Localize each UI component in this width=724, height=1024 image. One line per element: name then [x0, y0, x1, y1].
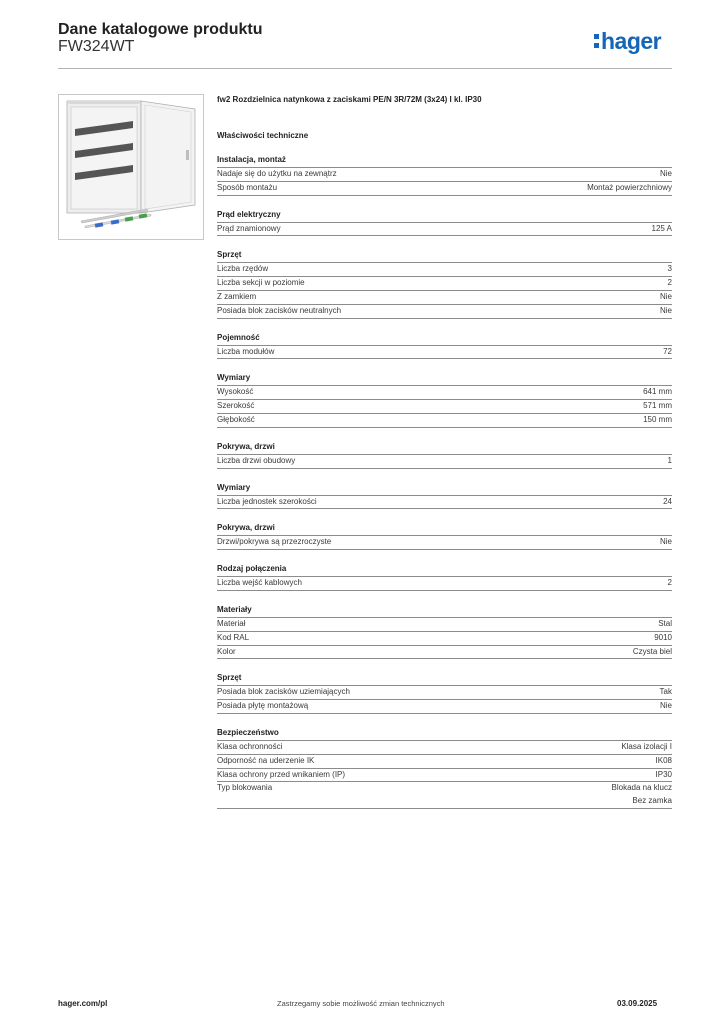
spec-value — [660, 700, 672, 713]
spec-row — [217, 346, 672, 360]
spec-value-line: Montaż powierzchniowy — [587, 182, 672, 192]
spec-row — [217, 686, 672, 700]
logo-colon-icon — [594, 34, 599, 48]
spec-value-line: 150 mm — [643, 414, 672, 424]
section-gap — [217, 509, 672, 523]
section-gap — [217, 428, 672, 442]
spec-section — [217, 605, 672, 659]
spec-value — [668, 455, 672, 468]
section-title: Bezpieczeństwo — [217, 727, 279, 737]
spec-value-line: Nie — [659, 305, 672, 315]
footer-date: 03.09.2025 — [617, 999, 658, 1008]
spec-label: Klasa ochronności — [217, 741, 283, 751]
spec-row — [217, 618, 672, 632]
spec-label: Posiada blok zacisków neutralnych — [217, 305, 342, 315]
spec-row — [217, 386, 672, 400]
spec-label: Z zamkiem — [217, 291, 257, 301]
spec-value — [660, 168, 672, 181]
spec-value-line: Nie — [659, 291, 672, 301]
spec-value-line: Czysta biel — [632, 646, 672, 656]
spec-value — [660, 291, 672, 304]
spec-section — [217, 250, 672, 318]
spec-row — [217, 291, 672, 305]
spec-value — [652, 223, 672, 236]
spec-label: Liczba jednostek szerokości — [217, 496, 317, 506]
spec-section — [217, 210, 672, 237]
spec-value-line: 3 — [667, 264, 672, 274]
section-title: Sprzęt — [217, 250, 242, 260]
spec-label: Klasa ochrony przed wnikaniem (IP) — [217, 769, 346, 779]
spec-section — [217, 373, 672, 427]
spec-value-line: 72 — [663, 346, 672, 356]
spec-value-line: 9010 — [654, 632, 672, 642]
spec-row — [217, 782, 672, 809]
page-title: Dane katalogowe produktu — [58, 21, 263, 38]
spec-section — [217, 728, 672, 809]
section-gap — [217, 714, 672, 728]
spec-row — [217, 168, 672, 182]
spec-label: Liczba drzwi obudowy — [217, 455, 296, 465]
spec-value-line: Bez zamka — [632, 796, 672, 806]
spec-label: Szerokość — [217, 401, 255, 411]
spec-value — [654, 632, 672, 645]
section-gap — [217, 659, 672, 673]
spec-value-line: 24 — [663, 496, 672, 506]
spec-label: Nadaje się do użytku na zewnątrz — [217, 169, 337, 178]
spec-value-line: 1 — [667, 455, 672, 465]
spec-value-line: IP30 — [655, 769, 672, 779]
spec-value-line: Nie — [659, 537, 672, 547]
hager-logo — [594, 28, 661, 55]
spec-value-line: Tak — [659, 687, 672, 697]
spec-row — [217, 577, 672, 591]
spec-value — [668, 263, 672, 276]
spec-section — [217, 564, 672, 591]
section-gap — [217, 469, 672, 483]
section-gap — [217, 236, 672, 250]
section-title: Pokrywa, drzwi — [217, 441, 275, 451]
section-title: Sprzęt — [217, 673, 242, 683]
spec-label: Posiada blok zacisków uziemiających — [217, 687, 350, 697]
spec-label: Materiał — [217, 618, 246, 628]
product-code: FW324WT — [58, 38, 135, 55]
spec-value-line: 125 A — [651, 223, 672, 233]
spec-label: Posiada płytę montażową — [217, 701, 309, 711]
section-title: Instalacja, montaż — [217, 155, 286, 164]
product-image — [58, 94, 204, 240]
spec-row — [217, 632, 672, 646]
spec-row — [217, 182, 672, 196]
spec-row — [217, 536, 672, 550]
spec-value — [656, 769, 672, 782]
spec-value — [660, 305, 672, 318]
spec-label: Sposób montażu — [217, 182, 278, 192]
spec-value — [668, 277, 672, 290]
spec-value — [656, 755, 672, 768]
section-gap — [217, 319, 672, 333]
spec-value — [660, 536, 672, 549]
section-gap — [217, 550, 672, 564]
spec-value — [633, 646, 672, 659]
spec-value-line: Nie — [659, 701, 672, 711]
spec-label: Prąd znamionowy — [217, 223, 281, 233]
spec-value-line: IK08 — [655, 755, 672, 765]
spec-section — [217, 333, 672, 360]
spec-section — [217, 483, 672, 510]
spec-value-line: 2 — [667, 578, 672, 588]
footer-website: hager.com/pl — [58, 999, 108, 1008]
spec-value-line: Nie — [659, 169, 672, 178]
header-divider — [58, 68, 672, 69]
spec-row — [217, 496, 672, 510]
spec-label: Kod RAL — [217, 632, 250, 642]
spec-value-line: Klasa izolacji I — [621, 741, 672, 751]
specification-table — [217, 155, 672, 809]
spec-value — [658, 618, 672, 631]
section-gap — [217, 359, 672, 373]
spec-row — [217, 700, 672, 714]
spec-row — [217, 646, 672, 660]
spec-row — [217, 455, 672, 469]
spec-row — [217, 755, 672, 769]
spec-value — [643, 386, 672, 399]
spec-label: Liczba wejść kablowych — [217, 578, 302, 588]
spec-value-line: 641 mm — [643, 387, 672, 397]
spec-value-line: 2 — [667, 278, 672, 288]
logo-text: hager — [601, 28, 662, 54]
spec-row — [217, 223, 672, 237]
spec-section — [217, 155, 672, 196]
spec-value — [612, 782, 672, 808]
spec-value — [668, 577, 672, 590]
spec-label: Liczba rzędów — [217, 264, 269, 274]
spec-section — [217, 673, 672, 714]
spec-label: Liczba sekcji w poziomie — [217, 278, 305, 288]
spec-section — [217, 523, 672, 550]
spec-value — [663, 346, 672, 359]
spec-row — [217, 769, 672, 783]
section-title: Rodzaj połączenia — [217, 564, 287, 574]
spec-label: Kolor — [217, 646, 236, 656]
spec-label: Typ blokowania — [217, 783, 273, 793]
spec-section — [217, 442, 672, 469]
section-title: Pokrywa, drzwi — [217, 523, 275, 533]
spec-value-line: Blokada na klucz — [611, 783, 672, 793]
section-title: Pojemność — [217, 332, 260, 342]
spec-row — [217, 277, 672, 291]
spec-value — [643, 400, 672, 413]
spec-row — [217, 400, 672, 414]
spec-row — [217, 305, 672, 319]
section-gap — [217, 196, 672, 210]
spec-row — [217, 741, 672, 755]
spec-row — [217, 414, 672, 428]
spec-value — [643, 414, 672, 427]
spec-value — [663, 496, 672, 509]
spec-label: Liczba modułów — [217, 346, 275, 356]
spec-label: Drzwi/pokrywa są przezroczyste — [217, 537, 332, 547]
spec-label: Odporność na uderzenie IK — [217, 755, 315, 765]
spec-label: Wysokość — [217, 387, 254, 397]
section-title: Wymiary — [217, 373, 251, 383]
section-gap — [217, 591, 672, 605]
spec-value — [587, 182, 672, 195]
product-description: fw2 Rozdzielnica natynkowa z zaciskami PE/N 3R/72M (3x24) I kl. IP30 — [217, 95, 482, 104]
section-title: Materiały — [217, 604, 252, 614]
spec-value-line: Stal — [658, 618, 672, 628]
distribution-board-illustration — [59, 95, 203, 239]
spec-value-line: 571 mm — [643, 401, 672, 411]
spec-row — [217, 263, 672, 277]
section-title: Wymiary — [217, 482, 251, 492]
spec-value — [621, 741, 672, 754]
spec-label: Głębokość — [217, 414, 255, 424]
section-title: Prąd elektryczny — [217, 209, 281, 219]
properties-heading: Właściwości techniczne — [217, 131, 309, 140]
spec-value — [660, 686, 672, 699]
footer-notice: Zastrzegamy sobie możliwość zmian technicznych — [277, 999, 445, 1008]
